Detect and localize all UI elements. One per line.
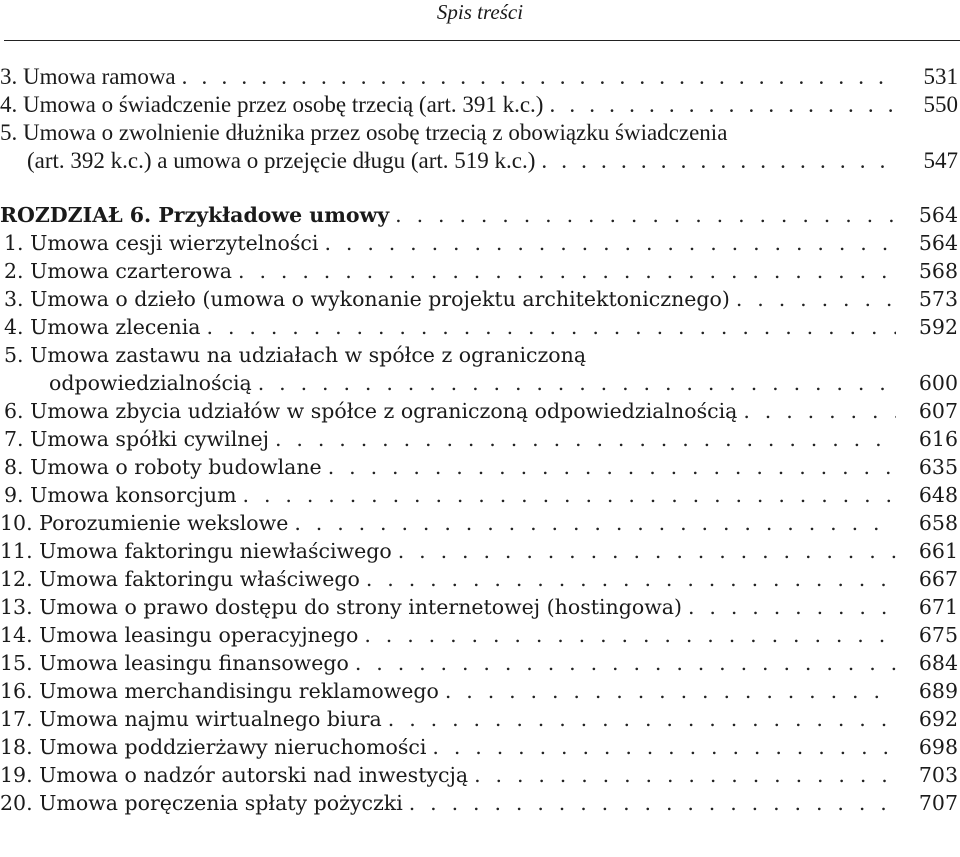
toc-entry-title: Umowa merchandisingu reklamowego — [39, 679, 439, 703]
toc-entry-page: 658 — [918, 511, 958, 535]
dot-leader — [275, 425, 896, 453]
toc-entry[interactable] — [0, 789, 960, 817]
chapter-title: ROZDZIAŁ 6. Przykładowe umowy — [0, 203, 390, 227]
toc-entry-number: 5. — [4, 343, 24, 367]
toc-entry-text — [4, 257, 238, 285]
toc-entry-page: 616 — [918, 427, 958, 451]
toc-entry-number: 11. — [0, 539, 33, 563]
toc-entry-page: 635 — [918, 455, 958, 479]
toc-entry-title: Umowa poddzierżawy nieruchomości — [39, 735, 427, 759]
toc-entry[interactable] — [0, 453, 960, 481]
dot-leader — [743, 397, 896, 425]
toc-entry-line-2 — [0, 369, 960, 397]
toc-entry-title-line-2: (art. 392 k.c.) a umowa o przejęcie długu (art. 519 k.c.) — [27, 148, 536, 173]
toc-entry-title: Umowa zlecenia — [30, 315, 201, 339]
toc-entry[interactable] — [0, 481, 960, 509]
toc-entry-line-1 — [0, 119, 960, 147]
toc-entry-number: 14. — [0, 623, 33, 647]
toc-entry-multiline[interactable] — [0, 119, 960, 175]
toc-entry-title: Umowa faktoringu właściwego — [39, 567, 360, 591]
toc-entry-page: 703 — [918, 763, 958, 787]
toc-entry[interactable] — [0, 313, 960, 341]
dot-leader — [364, 621, 896, 649]
toc-entry[interactable] — [0, 649, 960, 677]
toc-entry-number: 3. — [0, 64, 18, 89]
toc-entry-number: 16. — [0, 679, 33, 703]
toc-entry[interactable] — [0, 537, 960, 565]
toc-entry-page: 564 — [918, 231, 958, 255]
toc-entry[interactable] — [0, 705, 960, 733]
toc-entry-title: Umowa o prawo dostępu do strony internetowej (hostingowa) — [39, 595, 682, 619]
toc-entry[interactable] — [0, 593, 960, 621]
toc-entry-number: 6. — [4, 399, 24, 423]
toc-entry[interactable] — [0, 91, 960, 119]
toc-entry-number: 13. — [0, 595, 33, 619]
toc-entry-number: 10. — [0, 511, 33, 535]
toc-entry[interactable] — [0, 285, 960, 313]
toc-entry-title: Umowa czarterowa — [30, 259, 233, 283]
toc-entry-number: 7. — [4, 427, 24, 451]
toc-entry-number: 2. — [4, 259, 24, 283]
dot-leader — [328, 453, 896, 481]
toc-entry-text — [0, 761, 474, 789]
dot-leader — [432, 733, 896, 761]
chapter-page: 564 — [918, 203, 958, 227]
dot-leader — [258, 369, 896, 397]
dot-leader — [366, 565, 896, 593]
toc-entry-number: 17. — [0, 707, 33, 731]
toc-entry-page: 707 — [918, 791, 958, 815]
header-rule — [4, 40, 960, 41]
dot-leader — [688, 593, 896, 621]
toc-entry-title: Umowa o nadzór autorski nad inwestycją — [39, 763, 469, 787]
toc-entry-page: 592 — [918, 315, 958, 339]
section-gap — [0, 175, 960, 201]
toc-entry-text — [0, 509, 294, 537]
chapter-heading[interactable] — [0, 201, 960, 229]
toc-entry-title: Umowa cesji wierzytelności — [30, 231, 319, 255]
toc-entry-page: 550 — [923, 92, 958, 117]
toc-entry-number: 3. — [4, 287, 24, 311]
toc-entry-text — [0, 621, 364, 649]
toc-entry[interactable] — [0, 63, 960, 91]
toc-entry-number: 8. — [4, 455, 24, 479]
toc-entry[interactable] — [0, 397, 960, 425]
toc-entry-number: 19. — [0, 763, 33, 787]
toc-entry-title-line-1: Umowa o zwolnienie dłużnika przez osobę trzecią z obowiązku świadczenia — [23, 120, 728, 145]
toc-entry[interactable] — [0, 257, 960, 285]
toc-entry-title: Umowa ramowa — [23, 64, 176, 89]
toc-entry-text — [0, 565, 366, 593]
toc-entry-number: 4. — [0, 92, 18, 117]
toc-entry-text — [4, 313, 207, 341]
dot-leader — [736, 285, 896, 313]
toc-entry-text — [0, 119, 733, 147]
toc-entry-page: 675 — [918, 623, 958, 647]
toc-entry-number: 5. — [0, 120, 18, 145]
toc-entry-title: Umowa konsorcjum — [30, 483, 237, 507]
toc-entry-text — [0, 63, 182, 91]
toc-entry-number: 15. — [0, 651, 33, 675]
toc-entry-title: Umowa leasingu finansowego — [39, 651, 349, 675]
toc-entry-text — [0, 537, 398, 565]
previous-items — [0, 63, 960, 175]
toc-entry-number: 9. — [4, 483, 24, 507]
toc-entry-title: Umowa o dzieło (umowa o wykonanie projektu architektonicznego) — [30, 287, 730, 311]
toc-entry-text — [4, 229, 324, 257]
chapter-6-section — [0, 201, 960, 817]
toc-entry-number: 20. — [0, 791, 33, 815]
dot-leader — [398, 537, 896, 565]
toc-entry-text — [0, 649, 355, 677]
dot-leader — [388, 705, 896, 733]
toc-entry-line-1 — [0, 341, 960, 369]
toc-entry-page: 568 — [918, 259, 958, 283]
toc-entry-title: Umowa zbycia udziałów w spółce z ograniczoną odpowiedzialnością — [30, 399, 738, 423]
toc-entry-text — [0, 789, 409, 817]
toc-entry-text — [0, 733, 432, 761]
toc-entry-page: 600 — [918, 371, 958, 395]
dot-leader — [294, 509, 896, 537]
toc-entry-page: 684 — [918, 651, 958, 675]
toc-entry-number: 18. — [0, 735, 33, 759]
toc-entry[interactable] — [0, 733, 960, 761]
dot-leader — [549, 91, 896, 119]
toc-entry-text — [0, 677, 445, 705]
toc-entry[interactable] — [0, 621, 960, 649]
toc-entry-title-line-1: Umowa zastawu na udziałach w spółce z ograniczoną — [30, 343, 587, 367]
toc-entry-page: 689 — [918, 679, 958, 703]
toc-entry-multiline[interactable] — [0, 341, 960, 397]
dot-leader — [395, 201, 896, 229]
toc-entry-number: 4. — [4, 315, 24, 339]
toc-entry-line-2 — [0, 147, 960, 175]
toc-entry-text — [4, 397, 743, 425]
toc-entry-text — [0, 91, 549, 119]
toc-entry-title: Umowa o świadczenie przez osobę trzecią (art. 391 k.c.) — [23, 92, 544, 117]
dot-leader — [238, 257, 896, 285]
toc-entry-page: 661 — [918, 539, 958, 563]
toc-entry-text — [0, 705, 388, 733]
toc-entry[interactable] — [0, 677, 960, 705]
toc-entry[interactable] — [0, 565, 960, 593]
toc-entry[interactable] — [0, 229, 960, 257]
toc-entry-number: 1. — [4, 231, 24, 255]
dot-leader — [182, 63, 896, 91]
toc-entry-title: Umowa faktoringu niewłaściwego — [39, 539, 392, 563]
toc-entry-text — [4, 285, 736, 313]
dot-leader — [445, 677, 896, 705]
dot-leader — [355, 649, 896, 677]
toc-entry-text — [4, 453, 328, 481]
toc-entry-page: 698 — [918, 735, 958, 759]
dot-leader — [409, 789, 896, 817]
toc-entry-title: Umowa poręczenia spłaty pożyczki — [39, 791, 403, 815]
toc-entry-title: Umowa o roboty budowlane — [30, 455, 322, 479]
toc-entry[interactable] — [0, 425, 960, 453]
toc-entry-page: 648 — [918, 483, 958, 507]
toc-entry-title: Porozumienie wekslowe — [39, 511, 289, 535]
toc-entry-text — [0, 593, 688, 621]
toc-entry-page: 531 — [923, 64, 958, 89]
table-of-contents — [0, 63, 960, 817]
toc-entry-text — [4, 425, 275, 453]
toc-entry-page: 607 — [918, 399, 958, 423]
dot-leader — [474, 761, 896, 789]
toc-entry-number: 12. — [0, 567, 33, 591]
toc-entry-page: 667 — [918, 567, 958, 591]
dot-leader — [324, 229, 896, 257]
toc-entry-title: Umowa spółki cywilnej — [30, 427, 269, 451]
toc-entry-page: 547 — [923, 148, 958, 173]
dot-leader — [243, 481, 896, 509]
toc-entry-page: 671 — [918, 595, 958, 619]
toc-entry-title: Umowa najmu wirtualnego biura — [39, 707, 382, 731]
toc-entry-text — [4, 481, 243, 509]
toc-entry-page: 692 — [918, 707, 958, 731]
dot-leader — [541, 147, 896, 175]
dot-leader — [207, 313, 896, 341]
toc-entry-text — [4, 341, 592, 369]
toc-entry-page: 573 — [918, 287, 958, 311]
toc-entry-title: Umowa leasingu operacyjnego — [39, 623, 359, 647]
running-head: Spis treści — [436, 0, 524, 24]
toc-entry[interactable] — [0, 761, 960, 789]
toc-entry-title-line-2: odpowiedzialnością — [49, 371, 252, 395]
toc-entry[interactable] — [0, 509, 960, 537]
